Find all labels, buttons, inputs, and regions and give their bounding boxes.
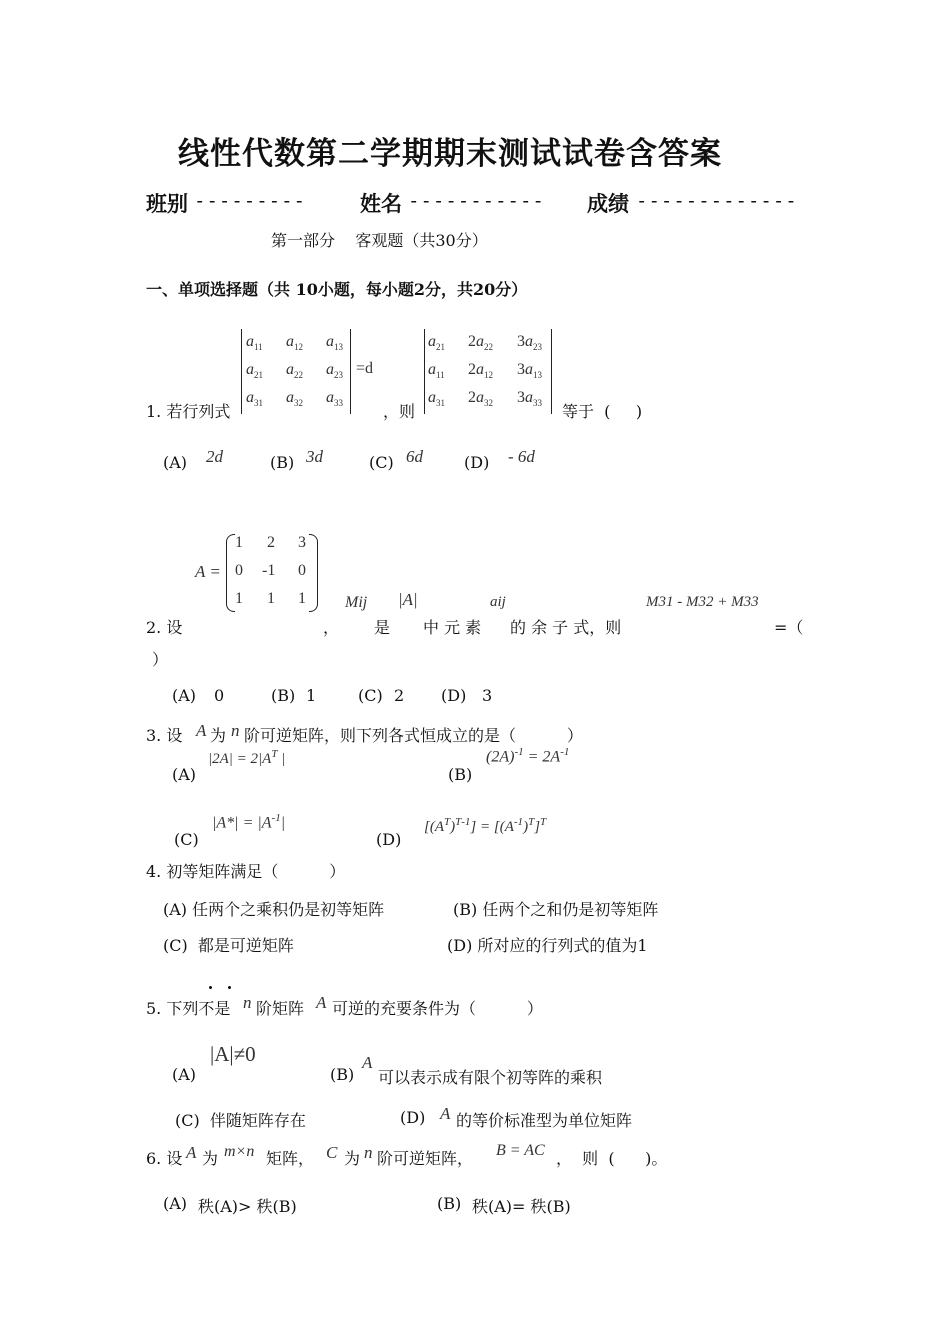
- cofactor-symbol: Mij: [345, 594, 368, 611]
- matrix-cell: 1: [298, 590, 306, 607]
- q2-option-c-label: (C): [358, 686, 383, 705]
- q3-option-a-label: (A): [172, 765, 197, 784]
- q6-stem-a: 6. 设: [146, 1149, 183, 1168]
- q1-option-d-value: - 6d: [508, 447, 535, 466]
- q5-option-a-label: (A): [172, 1065, 197, 1084]
- q1-option-a-value: 2d: [206, 447, 223, 466]
- q1-option-a-label: (A): [163, 453, 188, 472]
- q3-option-d-label: (D): [376, 830, 402, 849]
- matrix-a: [226, 534, 318, 612]
- q1-suffix: 等于 ( ): [562, 402, 643, 421]
- determinant-1: $a_{11}$ $a_{12}$ $a_{13}$ $a_{21}$ $a_{22}$ $a_{23}$ $a_{31}$ $a_{32}$ $a_{33}$: [241, 329, 351, 414]
- matrix-label: A =: [195, 562, 221, 581]
- q2-option-d-label: (D): [441, 686, 467, 705]
- q5-option-d: 的等价标准型为单位矩阵: [456, 1111, 633, 1130]
- q6-stem-e: 阶可逆矩阵，: [377, 1149, 474, 1168]
- matrix-cell: 1: [267, 590, 275, 607]
- q2-option-c-value: 2: [394, 686, 405, 705]
- q5-option-a: |A|≠0: [210, 1042, 256, 1066]
- q2-cofactor: 的 余 子 式，则: [510, 618, 622, 637]
- q3-var-n: n: [231, 721, 240, 740]
- q1-option-c-value: 6d: [406, 447, 423, 466]
- q2-option-d-value: 3: [482, 686, 493, 705]
- emphasis-dot: [209, 986, 212, 989]
- matrix-cell: -1: [262, 562, 276, 579]
- q2-close: ）: [152, 650, 169, 669]
- q5-option-b: 可以表示成有限个初等阵的乘积: [378, 1068, 603, 1087]
- q5-option-c: (C) 伴随矩阵存在: [175, 1111, 306, 1130]
- q4-option-a: (A) 任两个之乘积仍是初等矩阵: [163, 900, 385, 919]
- q2-eq: =（: [774, 618, 804, 637]
- q5-option-d-label: (D): [400, 1108, 426, 1127]
- q6-option-b-label: (B): [437, 1194, 462, 1213]
- q1-option-c-label: (C): [369, 453, 394, 472]
- q6-var-n: n: [364, 1143, 373, 1162]
- q2-expression: M31 - M32 + M33: [646, 594, 759, 610]
- q3-stem-b: 为: [210, 726, 227, 745]
- class-blank: ---------: [194, 190, 306, 212]
- q3-option-a: $|2A| = 2|A^T$ |: [208, 748, 286, 767]
- q4-option-d: (D) 所对应的行列式的值为1: [447, 936, 648, 955]
- q6-stem-b: 为: [202, 1149, 219, 1168]
- matrix-cell: 2: [267, 534, 275, 551]
- q3-option-b: $(2A)^{-1} = 2A^{-1}$: [486, 746, 570, 766]
- q1-option-b-value: 3d: [306, 447, 323, 466]
- q2-comma: ，: [323, 618, 340, 637]
- q3-option-c: $|A*| = |A^{-1}|$: [212, 812, 286, 832]
- q5-option-b-label: (B): [330, 1065, 355, 1084]
- q6-stem-c: 矩阵，: [266, 1149, 315, 1168]
- score-label: 成绩: [587, 191, 629, 216]
- equals-d: =d: [356, 360, 374, 377]
- q2-is: 是: [374, 618, 391, 637]
- q6-option-a-label: (A): [163, 1194, 188, 1213]
- element-aij: aij: [490, 594, 506, 610]
- matrix-cell: 1: [235, 534, 243, 551]
- q1-option-b-label: (B): [270, 453, 295, 472]
- q2-option-b-value: 1: [306, 686, 317, 705]
- matrix-cell: 3: [298, 534, 306, 551]
- q6-stem-d: 为: [344, 1149, 361, 1168]
- name-label: 姓名: [360, 191, 402, 216]
- q1-prefix: 1. 若行列式: [146, 402, 231, 421]
- q6-var-c: C: [326, 1143, 338, 1162]
- q3-option-b-label: (B): [448, 765, 473, 784]
- matrix-cell: 1: [235, 590, 243, 607]
- q5-var-n: n: [243, 993, 252, 1012]
- page-title: 线性代数第二学期期末测试试卷含答案: [178, 136, 722, 172]
- q5-stem-c: 可逆的充要条件为（ ）: [332, 999, 543, 1018]
- q2-option-b-label: (B): [271, 686, 296, 705]
- section-title: 一、单项选择题（共 10小题，每小题2分，共20分）: [146, 280, 528, 299]
- q2-num: 2. 设: [146, 618, 183, 637]
- q2-option-a-label: (A): [172, 686, 197, 705]
- emphasis-dot: [228, 986, 231, 989]
- score-blank: -------------: [636, 190, 798, 212]
- q5-option-b-var: A: [362, 1053, 373, 1072]
- part-title: 第一部分 客观题（共30分）: [271, 231, 488, 250]
- determinant-2: $a_{21}$ $2a_{22}$ $3a_{23}$ $a_{11}$ $2a_{12}$ $3a_{13}$ $a_{31}$ $2a_{32}$ $3a_{33}$: [424, 329, 552, 414]
- q3-var-a: A: [196, 721, 207, 740]
- matrix-cell: 0: [298, 562, 306, 579]
- q2-center: 中 元 素: [423, 618, 482, 637]
- q5-var-a: A: [316, 993, 327, 1012]
- q4-option-c: (C) 都是可逆矩阵: [163, 936, 294, 955]
- q3-option-d: $[(A^T)^{T-1}] = [(A^{-1})^T]^T$: [424, 816, 547, 835]
- q1-mid: ，则: [383, 402, 416, 421]
- q2-option-a-value: 0: [214, 686, 225, 705]
- q6-option-a: 秩(A)> 秩(B): [198, 1197, 297, 1216]
- q5-option-d-var: A: [440, 1104, 451, 1123]
- q6-option-b: 秩(A)= 秩(B): [472, 1197, 571, 1216]
- q6-equation: B = AC: [496, 1142, 545, 1159]
- q5-stem-a: 5. 下列不是: [146, 999, 231, 1018]
- class-label: 班别: [146, 191, 188, 216]
- q4-stem: 4. 初等矩阵满足（ ）: [146, 862, 346, 881]
- q6-stem-f: ， 则 ( )。: [556, 1149, 668, 1168]
- abs-a: |A|: [398, 590, 418, 609]
- q3-stem-c: 阶可逆矩阵，则下列各式恒成立的是（ ）: [244, 726, 583, 745]
- q3-stem-a: 3. 设: [146, 726, 183, 745]
- q6-var-a: A: [186, 1143, 197, 1162]
- matrix-cell: 0: [235, 562, 243, 579]
- q4-option-b: (B) 任两个之和仍是初等矩阵: [453, 900, 659, 919]
- q1-option-d-label: (D): [464, 453, 490, 472]
- q5-stem-b: 阶矩阵: [256, 999, 305, 1018]
- q6-dims: m×n: [224, 1143, 255, 1160]
- name-blank: -----------: [408, 190, 545, 212]
- q3-option-c-label: (C): [174, 830, 199, 849]
